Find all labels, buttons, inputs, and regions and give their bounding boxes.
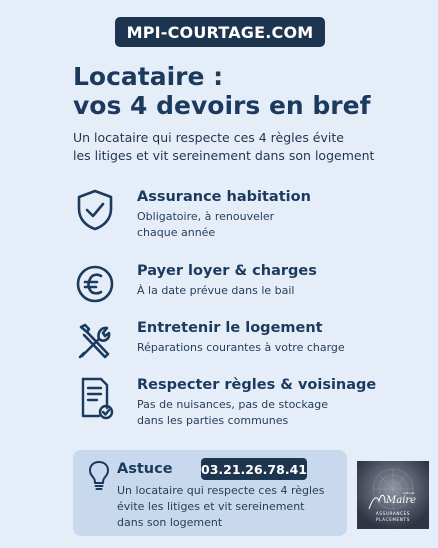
duty-description-line: Réparations courantes à votre charge	[137, 341, 345, 354]
tip-text-line: dans son logement	[117, 516, 223, 529]
title-line-1: Locataire :	[73, 62, 224, 91]
page-title	[73, 62, 370, 120]
duty-description-line: dans les parties communes	[137, 414, 289, 427]
subtitle	[73, 129, 403, 165]
lightbulb-icon	[87, 460, 111, 492]
duty-description-line: À la date prévue dans le bail	[137, 284, 295, 297]
logo-small: Cabinet	[403, 491, 415, 495]
duty-description-line: chaque année	[137, 226, 216, 239]
duty-description-line: Pas de nuisances, pas de stockage	[137, 398, 329, 411]
duty-title: Respecter règles & voisinage	[137, 377, 377, 393]
logo-script: Maire	[386, 495, 417, 506]
duty-title: Entretenir le logement	[137, 320, 323, 336]
logo-sub-line: PLACEMENTS	[376, 517, 410, 522]
duty-description	[137, 397, 397, 429]
duty-title: Payer loyer & charges	[137, 263, 317, 279]
subtitle-line-2: les litiges et vit sereinement dans son logement	[73, 148, 375, 163]
brand-badge[interactable]: MPI-COURTAGE.COM	[115, 17, 325, 47]
euro-icon	[75, 262, 115, 306]
duty-description	[137, 209, 397, 241]
subtitle-line-1: Un locataire qui respecte ces 4 règles évite	[73, 130, 344, 145]
tip-box	[73, 450, 347, 536]
phone-number-badge[interactable]: 03.21.26.78.41	[201, 458, 307, 480]
tip-text-line: évite les litiges et vit sereinement	[117, 500, 305, 513]
company-logo[interactable]	[357, 461, 429, 529]
title-line-2: vos 4 devoirs en bref	[73, 91, 371, 120]
shield-check-icon	[75, 188, 115, 232]
tip-title: Astuce	[117, 461, 173, 477]
duty-description-line: Obligatoire, à renouveler	[137, 210, 275, 223]
duty-description	[137, 340, 397, 356]
document-check-icon	[75, 376, 115, 420]
tip-text	[117, 483, 325, 531]
duty-title: Assurance habitation	[137, 189, 311, 205]
logo-sub-line: ASSURANCES	[375, 511, 411, 516]
tip-text-line: Un locataire qui respecte ces 4 règles	[117, 484, 325, 497]
duty-description	[137, 283, 397, 299]
tools-icon	[75, 319, 115, 363]
